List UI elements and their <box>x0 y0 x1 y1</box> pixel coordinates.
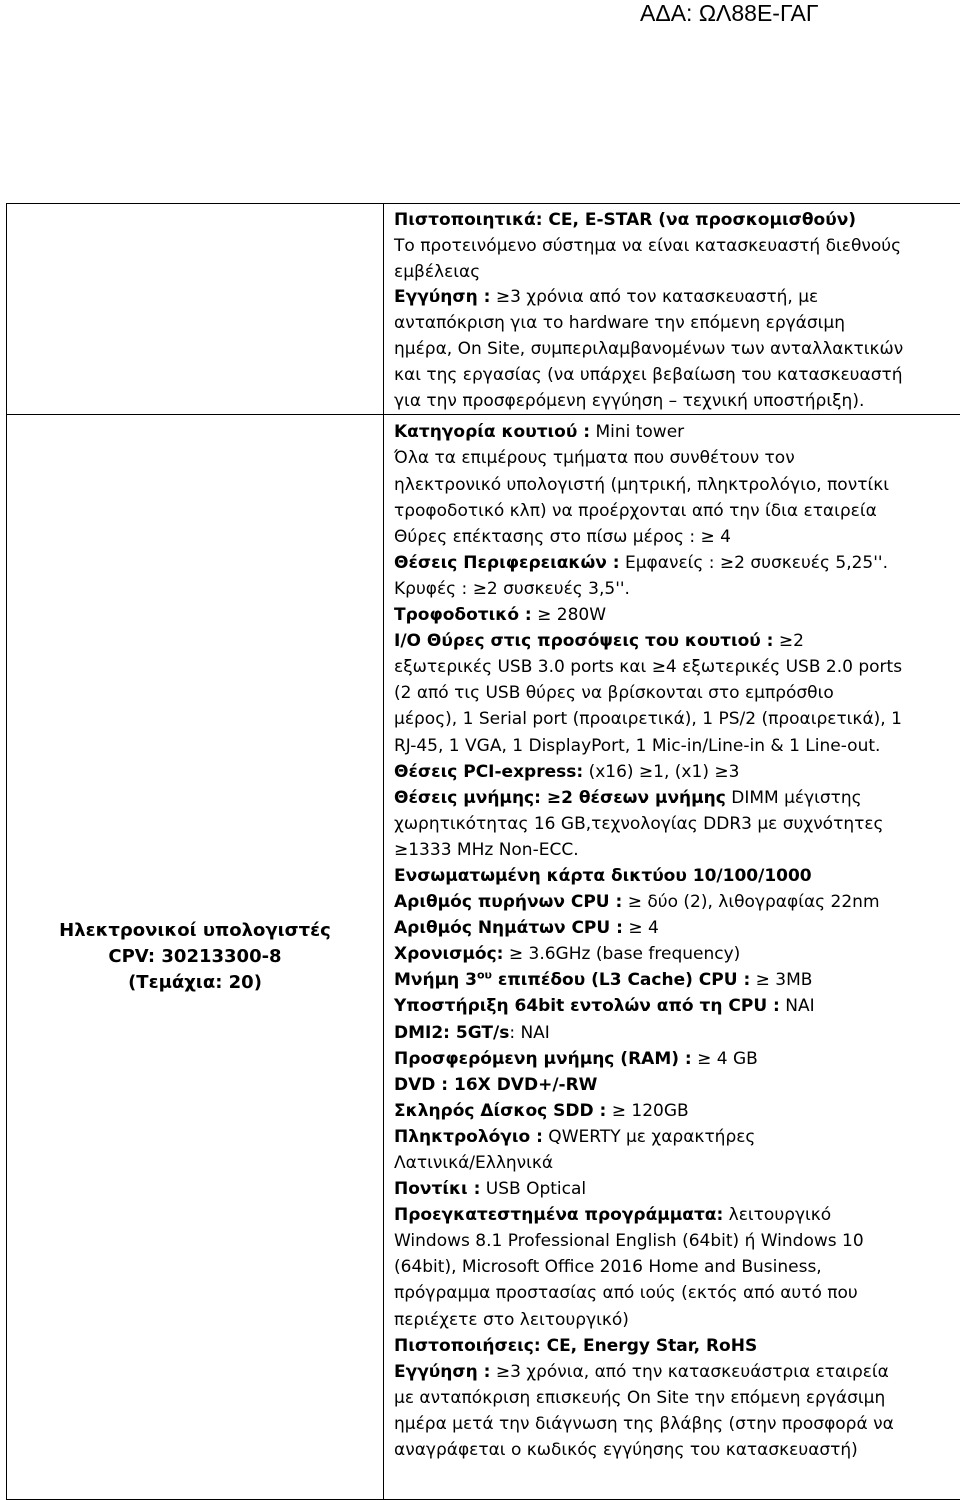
spec-value: ανταπόκριση για το hardware την επόμενη εργάσιμη <box>394 313 845 333</box>
spec-value: με ανταπόκριση επισκευής On Site την επόμενη εργάσιμη <box>394 1388 885 1408</box>
spec-line <box>394 1046 960 1072</box>
spec-line <box>394 363 960 389</box>
spec-value: αναγράφεται ο κωδικός εγγύησης του κατασκευαστή) <box>394 1440 858 1460</box>
spec-line <box>394 811 960 837</box>
spec-value: Εμφανείς : ≥2 συσκευές 5,25''. <box>620 553 888 573</box>
spec-value: για την προσφερόμενη εγγύηση – τεχνική υποστήριξη). <box>394 391 864 411</box>
spec-label: Προεγκατεστημένα προγράμματα: <box>394 1205 723 1225</box>
spec-label: I/O Θύρες στις προσόψεις του κουτιού : <box>394 631 773 651</box>
spec-line <box>394 680 960 706</box>
spec-line <box>394 706 960 732</box>
spec-value: ημέρα μετά την διάγνωση της βλάβης (στην προσφορά να <box>394 1414 894 1434</box>
spec-value: ηλεκτρονικό υπολογιστή (μητρική, πληκτρολόγιο, ποντίκι <box>394 475 889 495</box>
spec-line <box>394 1098 960 1124</box>
spec-label: Θέσεις Περιφερειακών : <box>394 553 620 573</box>
spec-value: Mini tower <box>590 422 684 442</box>
specification-table <box>6 203 960 1500</box>
spec-value: λειτουργικό <box>723 1205 831 1225</box>
spec-value: ≥ δύο (2), λιθογραφίας 22nm <box>622 892 879 912</box>
spec-line <box>394 941 960 967</box>
spec-line <box>394 576 960 602</box>
spec-label: Πιστοποιήσεις: CE, Energy Star, RoHS <box>394 1336 757 1356</box>
category-cell <box>7 415 384 1500</box>
spec-value: χωρητικότητας 16 GB,τεχνολογίας DDR3 με συχνότητες <box>394 814 884 834</box>
spec-line <box>394 889 960 915</box>
spec-label: Σκληρός Δίσκος SDD : <box>394 1101 606 1121</box>
spec-line <box>394 1254 960 1280</box>
spec-line <box>394 759 960 785</box>
spec-line <box>394 967 960 993</box>
spec-value: : ΝΑΙ <box>509 1023 550 1043</box>
spec-label: Χρονισμός: <box>394 944 503 964</box>
spec-line <box>394 260 960 286</box>
spec-value: τροφοδοτικό κλπ) να προέρχονται από την ίδια εταιρεία <box>394 501 877 521</box>
spec-line <box>394 1307 960 1333</box>
category-name: Ηλεκτρονικοί υπολογιστές <box>7 918 383 944</box>
spec-line <box>394 550 960 576</box>
cpv-code: CPV: 30213300-8 <box>7 944 383 970</box>
spec-label: Πληκτρολόγιο : <box>394 1127 543 1147</box>
spec-line <box>394 1228 960 1254</box>
spec-value: ≥3 χρόνια, από την κατασκευάστρια εταιρεία <box>490 1362 888 1382</box>
spec-value: RJ-45, 1 VGA, 1 DisplayPort, 1 Mic-in/Line-in & 1 Line-out. <box>394 736 880 756</box>
empty-category-cell <box>7 204 384 415</box>
spec-line <box>394 208 960 234</box>
spec-label: Υποστήριξη 64bit εντολών από τη CPU : <box>394 996 780 1016</box>
spec-line <box>394 837 960 863</box>
spec-label: DVD : 16X DVD+/-RW <box>394 1075 597 1095</box>
spec-value: ≥ 3MB <box>750 970 812 990</box>
spec-value: Θύρες επέκτασης στο πίσω μέρος : ≥ 4 <box>394 527 731 547</box>
spec-value: μέρος), 1 Serial port (προαιρετικά), 1 PS/2 (προαιρετικά), 1 <box>394 709 902 729</box>
spec-value: εξωτερικές USB 3.0 ports και ≥4 εξωτερικές USB 2.0 ports <box>394 657 902 677</box>
spec-value: DIMM μέγιστης <box>726 788 862 808</box>
spec-value: ≥ 4 GB <box>692 1049 758 1069</box>
spec-value: ημέρα, On Site, συμπεριλαμβανομένων των ανταλλακτικών <box>394 339 903 359</box>
specs-cell <box>384 415 960 1500</box>
spec-value: Windows 8.1 Professional English (64bit) ή Windows 10 <box>394 1231 864 1251</box>
spec-value: περιέχετε στο λειτουργικό) <box>394 1310 629 1330</box>
spec-line <box>394 234 960 260</box>
spec-value: ≥2 <box>773 631 803 651</box>
spec-value: ≥3 χρόνια από τον κατασκευαστή, με <box>490 287 818 307</box>
spec-line <box>394 389 960 415</box>
spec-line <box>394 1359 960 1385</box>
spec-value: Το προτεινόμενο σύστημα να είναι κατασκευαστή διεθνούς <box>394 236 901 256</box>
spec-value: ≥ 4 <box>623 918 659 938</box>
spec-line <box>394 498 960 524</box>
spec-label: Πιστοποιητικά: CE, E-STAR (να προσκομισθούν) <box>394 210 856 230</box>
spec-line <box>394 285 960 311</box>
spec-line <box>394 733 960 759</box>
spec-line <box>394 785 960 811</box>
spec-label: Θέσεις μνήμης: ≥2 θέσεων μνήμης <box>394 788 726 808</box>
spec-line <box>394 654 960 680</box>
spec-line <box>394 419 960 445</box>
spec-label: Αριθμός Νημάτων CPU : <box>394 918 623 938</box>
spec-line <box>394 915 960 941</box>
spec-line <box>394 311 960 337</box>
quantity: (Τεμάχια: 20) <box>7 970 383 996</box>
spec-label: Εγγύηση : <box>394 287 490 307</box>
table-row <box>7 204 960 415</box>
spec-value: εμβέλειας <box>394 262 480 282</box>
spec-line <box>394 993 960 1019</box>
spec-line <box>394 1385 960 1411</box>
spec-value: ≥ 3.6GHz (base frequency) <box>503 944 740 964</box>
spec-label: Μνήμη $3^{o\upsilon}$ επιπέδου (L3 Cache) CPU : <box>394 970 750 990</box>
spec-line <box>394 524 960 550</box>
spec-line <box>394 863 960 889</box>
spec-line <box>394 1202 960 1228</box>
ada-document-code: ΑΔΑ: ΩΛ88Ε-ΓΑΓ <box>640 0 819 26</box>
table-row <box>7 415 960 1500</box>
spec-value: (64bit), Microsoft Office 2016 Home and Business, <box>394 1257 822 1277</box>
spec-line <box>394 337 960 363</box>
spec-label: Ποντίκι : <box>394 1179 480 1199</box>
spec-line <box>394 602 960 628</box>
spec-line <box>394 1072 960 1098</box>
spec-value: Κρυφές : ≥2 συσκευές 3,5''. <box>394 579 630 599</box>
specs-cell <box>384 204 960 415</box>
spec-label: Κατηγορία κουτιού : <box>394 422 590 442</box>
spec-value: και της εργασίας (να υπάρχει βεβαίωση του κατασκευαστή <box>394 365 903 385</box>
spec-value: (x16) ≥1, (x1) ≥3 <box>583 762 739 782</box>
spec-label: Θέσεις PCI-express: <box>394 762 583 782</box>
spec-label: Αριθμός πυρήνων CPU : <box>394 892 622 912</box>
spec-value: Λατινικά/Ελληνικά <box>394 1153 553 1173</box>
spec-line <box>394 472 960 498</box>
spec-label: Προσφερόμενη μνήμης (RAM) : <box>394 1049 692 1069</box>
spec-line <box>394 1411 960 1437</box>
spec-line <box>394 445 960 471</box>
spec-value: Όλα τα επιμέρους τμήματα που συνθέτουν τον <box>394 448 795 468</box>
spec-value: ≥ 280W <box>532 605 606 625</box>
spec-line <box>394 1437 960 1463</box>
spec-label: DMI2: 5GT/s <box>394 1023 509 1043</box>
spec-line <box>394 1020 960 1046</box>
spec-value: ≥ 120GB <box>606 1101 688 1121</box>
spec-line <box>394 1150 960 1176</box>
spec-line <box>394 1176 960 1202</box>
spec-label: Ενσωματωμένη κάρτα δικτύου 10/100/1000 <box>394 866 812 886</box>
spec-value: QWERTY με χαρακτήρες <box>543 1127 756 1147</box>
spec-label: Εγγύηση : <box>394 1362 490 1382</box>
spec-value: ΝΑΙ <box>780 996 815 1016</box>
spec-line <box>394 1333 960 1359</box>
spec-line <box>394 628 960 654</box>
spec-value: (2 από τις USB θύρες να βρίσκονται στο εμπρόσθιο <box>394 683 834 703</box>
spec-value: πρόγραμμα προστασίας από ιούς (εκτός από αυτό που <box>394 1283 858 1303</box>
spec-line <box>394 1280 960 1306</box>
spec-value: ≥1333 MHz Non-ECC. <box>394 840 579 860</box>
spec-label: Τροφοδοτικό : <box>394 605 532 625</box>
spec-value: USB Optical <box>480 1179 586 1199</box>
spec-line <box>394 1124 960 1150</box>
